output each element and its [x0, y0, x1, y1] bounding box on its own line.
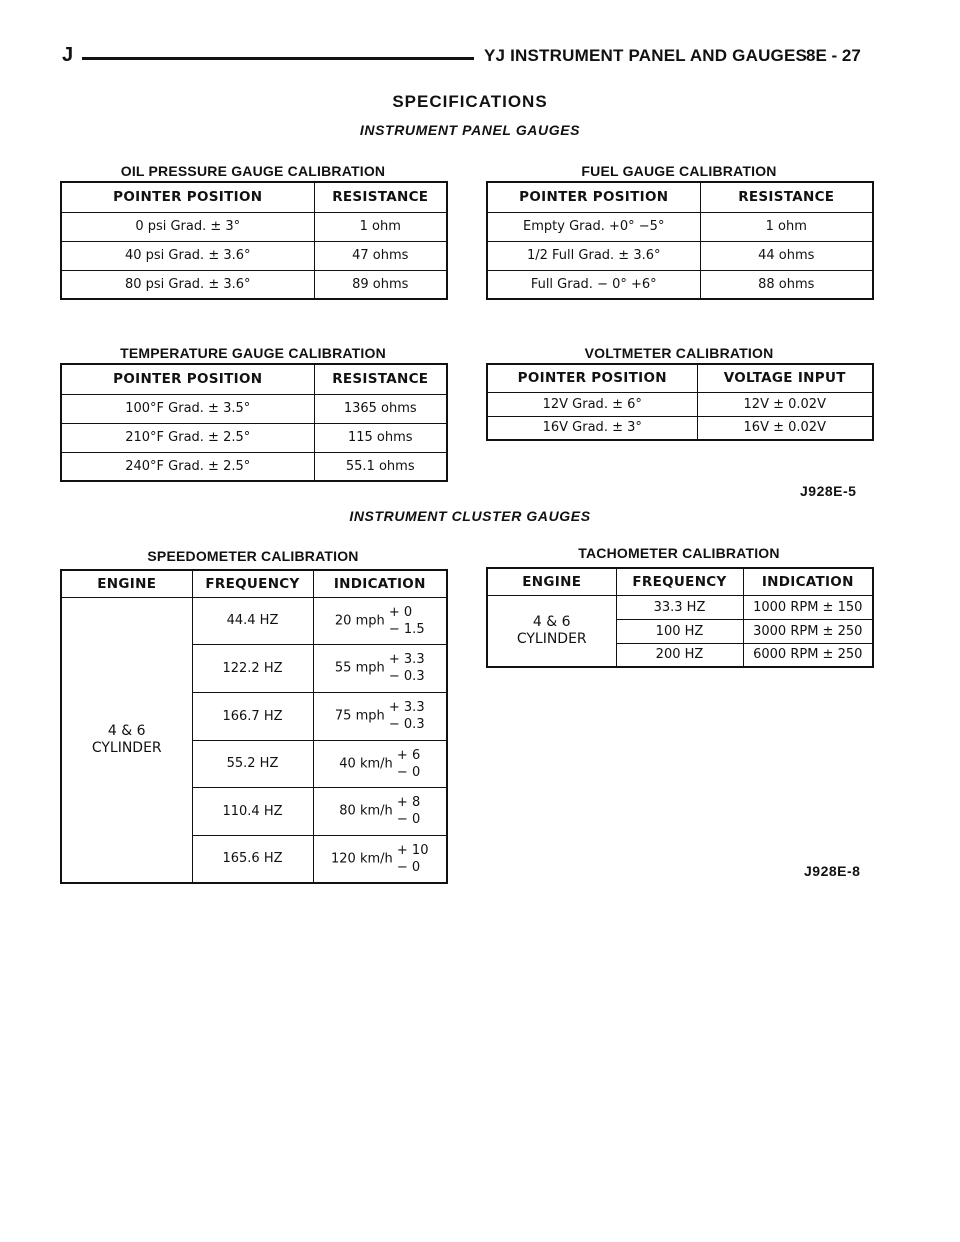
header-title: YJ INSTRUMENT PANEL AND GAUGES [484, 46, 808, 65]
table-row: 166.7 HZ 75 mph + 3.3 − 0.3 [61, 692, 447, 740]
voltmeter-table [486, 363, 874, 441]
table-row: 4 & 6 CYLINDER 44.4 HZ 20 mph + 0 − 1.5 [61, 597, 447, 644]
cluster-gauges-title: INSTRUMENT CLUSTER GAUGES [349, 508, 591, 524]
tachometer-caption: TACHOMETER CALIBRATION [578, 545, 780, 561]
table-row: 165.6 HZ 120 km/h + 10 − 0 [61, 835, 447, 883]
table-row: 12V Grad. ± 6° 12V ± 0.02V [487, 392, 873, 416]
table-row: 40 psi Grad. ± 3.6° 47 ohms [61, 241, 447, 270]
table-row: 210°F Grad. ± 2.5° 115 ohms [61, 423, 447, 452]
voltmeter-caption: VOLTMETER CALIBRATION [584, 345, 774, 361]
fuel-gauge-table [486, 181, 874, 300]
engine-cell: 4 & 6 CYLINDER [61, 597, 192, 883]
table-row: Full Grad. − 0° +6° 88 ohms [487, 270, 873, 299]
header-letter: J [62, 44, 74, 66]
header-rule [82, 57, 474, 60]
oil-caption: OIL PRESSURE GAUGE CALIBRATION [120, 163, 386, 179]
engine-cell: 4 & 6 CYLINDER [487, 595, 616, 667]
section-title: SPECIFICATIONS [392, 92, 548, 111]
col-pointer-position: POINTER POSITION [61, 364, 314, 394]
table-row: 1/2 Full Grad. ± 3.6° 44 ohms [487, 241, 873, 270]
table-row: 100 HZ 3000 RPM ± 250 [487, 619, 873, 643]
table-row: 100°F Grad. ± 3.5° 1365 ohms [61, 394, 447, 423]
figure-ref-panel: J928E-5 [800, 483, 857, 499]
col-resistance: RESISTANCE [314, 182, 447, 212]
temperature-gauge-table [60, 363, 448, 482]
table-row: Empty Grad. +0° −5° 1 ohm [487, 212, 873, 241]
col-voltage-input: VOLTAGE INPUT [697, 364, 873, 392]
temperature-caption: TEMPERATURE GAUGE CALIBRATION [120, 345, 386, 361]
table-row: 80 psi Grad. ± 3.6° 89 ohms [61, 270, 447, 299]
col-engine: ENGINE [61, 570, 192, 597]
panel-gauges-title: INSTRUMENT PANEL GAUGES [359, 122, 581, 138]
table-row: 122.2 HZ 55 mph + 3.3 − 0.3 [61, 644, 447, 692]
table-row: 240°F Grad. ± 2.5° 55.1 ohms [61, 452, 447, 481]
table-row: 16V Grad. ± 3° 16V ± 0.02V [487, 416, 873, 440]
col-pointer-position: POINTER POSITION [61, 182, 314, 212]
table-row: 0 psi Grad. ± 3° 1 ohm [61, 212, 447, 241]
col-frequency: FREQUENCY [616, 568, 743, 595]
page-number: 8E - 27 [806, 46, 861, 65]
col-indication: INDICATION [743, 568, 873, 595]
figure-ref-cluster: J928E-8 [804, 863, 861, 879]
speedometer-caption: SPEEDOMETER CALIBRATION [147, 548, 359, 564]
fuel-caption: FUEL GAUGE CALIBRATION [581, 163, 777, 179]
table-row: 200 HZ 6000 RPM ± 250 [487, 643, 873, 667]
col-indication: INDICATION [313, 570, 447, 597]
col-pointer-position: POINTER POSITION [487, 182, 700, 212]
table-row: 110.4 HZ 80 km/h + 8 − 0 [61, 787, 447, 835]
table-row: 4 & 6 CYLINDER 33.3 HZ 1000 RPM ± 150 [487, 595, 873, 619]
col-resistance: RESISTANCE [314, 364, 447, 394]
col-engine: ENGINE [487, 568, 616, 595]
speedometer-table [60, 569, 448, 884]
oil-pressure-table [60, 181, 448, 300]
col-pointer-position: POINTER POSITION [487, 364, 697, 392]
col-frequency: FREQUENCY [192, 570, 313, 597]
col-resistance: RESISTANCE [700, 182, 873, 212]
table-row: 55.2 HZ 40 km/h + 6 − 0 [61, 740, 447, 787]
tachometer-table [486, 567, 874, 668]
